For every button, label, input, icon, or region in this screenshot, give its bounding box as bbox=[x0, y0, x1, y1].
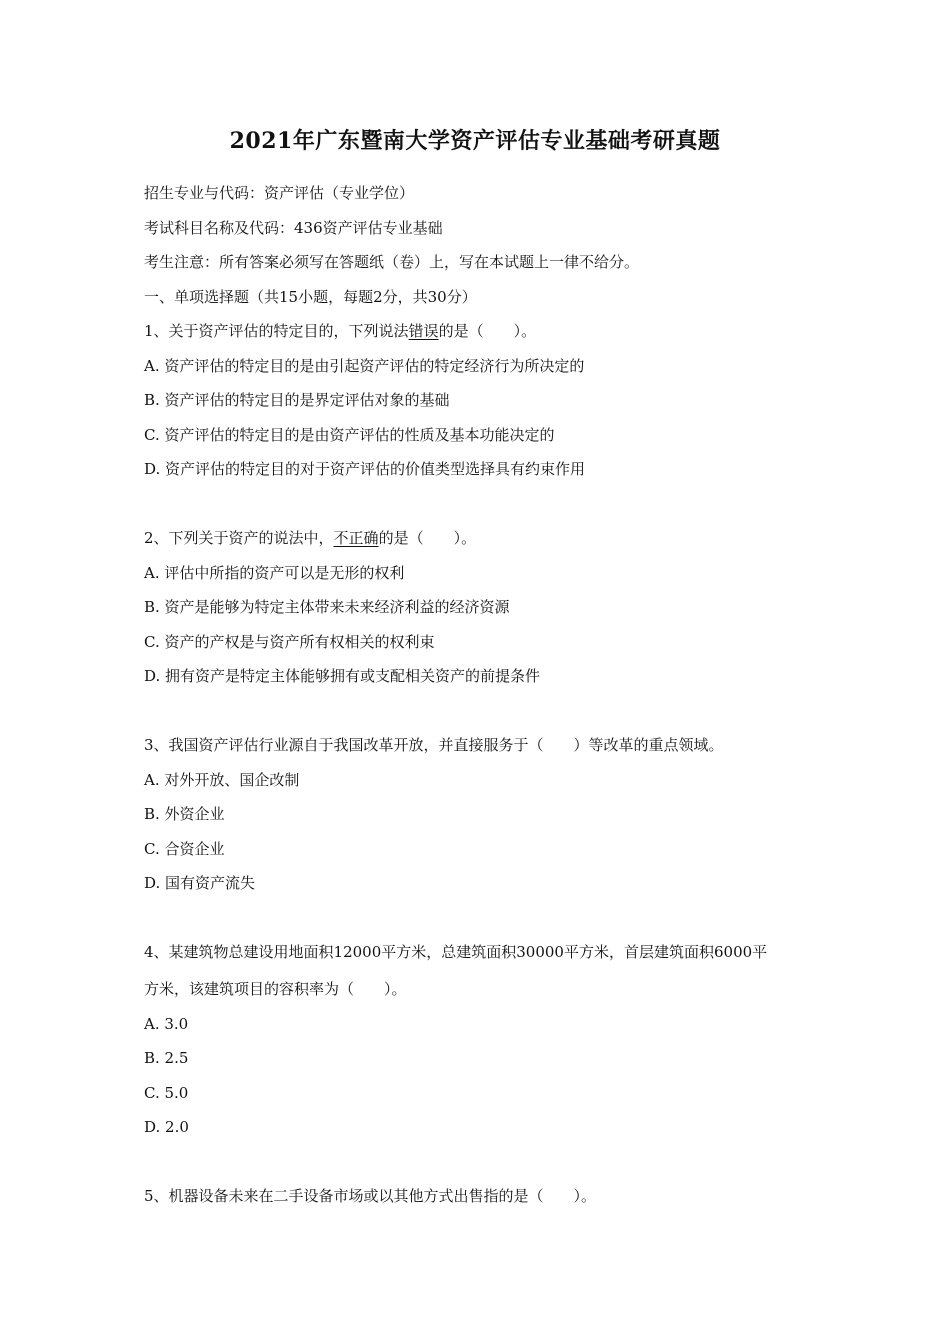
question-1-option-d: D. 资产评估的特定目的对于资产评估的价值类型选择具有约束作用 bbox=[144, 460, 586, 478]
question-4-option-c: C. 5.0 bbox=[144, 1084, 189, 1102]
question-5-stem: 5、机器设备未来在二手设备市场或以其他方式出售指的是（ ）。 bbox=[144, 1187, 597, 1205]
question-1-option-b: B. 资产评估的特定目的是界定评估对象的基础 bbox=[144, 391, 450, 409]
question-3-stem: 3、我国资产评估行业源自于我国改革开放，并直接服务于（ ）等改革的重点领域。 bbox=[144, 736, 724, 754]
question-4-stem-line-1: 4、某建筑物总建设用地面积12000平方米，总建筑面积30000平方米，首层建筑面积6000平 bbox=[144, 943, 768, 961]
question-2-stem-pre: 2、下列关于资产的说法中， bbox=[144, 529, 334, 547]
page-title: 2021年广东暨南大学资产评估专业基础考研真题 bbox=[229, 128, 721, 154]
question-1-emphasis: 错误 bbox=[408, 322, 439, 340]
question-1-stem bbox=[144, 321, 536, 341]
question-1-stem-post: 的是（ ）。 bbox=[438, 322, 537, 340]
question-1-option-a: A. 资产评估的特定目的是由引起资产评估的特定经济行为所决定的 bbox=[144, 357, 585, 375]
notice-line: 考生注意：所有答案必须写在答题纸（卷）上，写在本试题上一律不给分。 bbox=[144, 253, 640, 271]
subject-line: 考试科目名称及代码：436资产评估专业基础 bbox=[144, 219, 443, 237]
question-3-option-b: B. 外资企业 bbox=[144, 805, 225, 823]
question-2-option-d: D. 拥有资产是特定主体能够拥有或支配相关资产的前提条件 bbox=[144, 667, 541, 685]
question-4-option-d: D. 2.0 bbox=[144, 1118, 189, 1136]
question-3-option-d: D. 国有资产流失 bbox=[144, 874, 256, 892]
question-4-stem-line-2: 方米，该建筑项目的容积率为（ ）。 bbox=[144, 980, 407, 998]
major-line: 招生专业与代码：资产评估（专业学位） bbox=[144, 184, 415, 202]
question-2-stem-post: 的是（ ）。 bbox=[378, 529, 477, 547]
question-2-option-c: C. 资产的产权是与资产所有权相关的权利束 bbox=[144, 633, 435, 651]
question-3-option-a: A. 对外开放、国企改制 bbox=[144, 771, 300, 789]
question-1-option-c: C. 资产评估的特定目的是由资产评估的性质及基本功能决定的 bbox=[144, 426, 555, 444]
question-2-option-a: A. 评估中所指的资产可以是无形的权利 bbox=[144, 564, 405, 582]
question-2-emphasis: 不正确 bbox=[333, 529, 379, 547]
question-4-option-a: A. 3.0 bbox=[144, 1015, 189, 1033]
question-1-stem-pre: 1、关于资产评估的特定目的，下列说法 bbox=[144, 322, 409, 340]
question-2-option-b: B. 资产是能够为特定主体带来未来经济利益的经济资源 bbox=[144, 598, 510, 616]
section-heading: 一、单项选择题（共15小题，每题2分，共30分） bbox=[144, 288, 477, 306]
question-2-stem bbox=[144, 528, 476, 548]
question-4-option-b: B. 2.5 bbox=[144, 1049, 189, 1067]
question-3-option-c: C. 合资企业 bbox=[144, 840, 225, 858]
